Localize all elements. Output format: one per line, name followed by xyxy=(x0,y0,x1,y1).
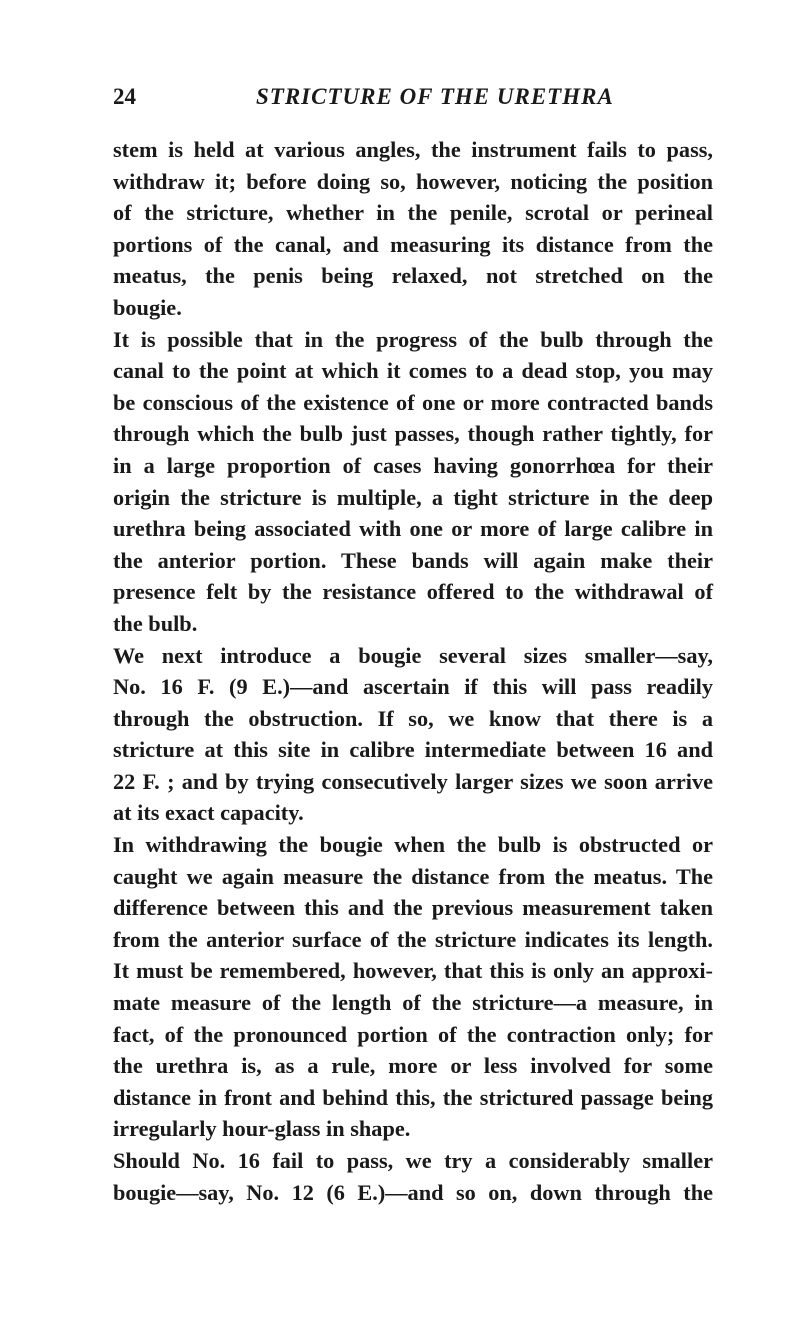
text-line: stricture at this site in calibre intermediate between 16 and xyxy=(113,737,713,763)
running-title: STRICTURE OF THE URETHRA xyxy=(256,84,614,109)
text-line: presence felt by the resistance offered to the withdrawal of xyxy=(113,579,713,605)
text-line: 22 F. ; and by trying consecutively larger sizes we soon arrive xyxy=(113,768,713,794)
text-line: No. 16 F. (9 E.)—and ascertain if this will pass readily xyxy=(113,674,713,700)
text-line: in a large proportion of cases having gonorrhœa for their xyxy=(113,452,713,478)
page-header xyxy=(113,84,713,118)
text-line: meatus, the penis being relaxed, not stretched on the xyxy=(113,263,713,289)
page-number: 24 xyxy=(113,84,136,109)
text-line: the urethra is, as a rule, more or less involved for some xyxy=(113,1053,713,1079)
text-line: portions of the canal, and measuring its distance from the xyxy=(113,231,713,257)
text-line: bougie—say, No. 12 (6 E.)—and so on, down through the xyxy=(113,1179,713,1205)
text-line: In withdrawing the bougie when the bulb is obstructed or xyxy=(113,832,713,858)
text-line: urethra being associated with one or more of large calibre in xyxy=(113,516,713,542)
text-line: difference between this and the previous measurement taken xyxy=(113,895,713,921)
text-line: canal to the point at which it comes to a dead stop, you may xyxy=(113,358,713,384)
text-line: from the anterior surface of the stricture indicates its length. xyxy=(113,926,713,952)
text-line: through which the bulb just passes, though rather tightly, for xyxy=(113,421,713,447)
text-line: through the obstruction. If so, we know that there is a xyxy=(113,705,713,731)
text-line: caught we again measure the distance from the meatus. The xyxy=(113,863,713,889)
text-line: the anterior portion. These bands will again make their xyxy=(113,547,713,573)
text-line: the bulb. xyxy=(113,610,198,636)
text-line: We next introduce a bougie several sizes smaller—say, xyxy=(113,642,713,668)
text-line: stem is held at various angles, the instrument fails to pass, xyxy=(113,137,713,162)
text-line: It is possible that in the progress of the bulb through the xyxy=(113,326,713,352)
text-line: It must be remembered, however, that this is only an approxi- xyxy=(113,958,713,984)
body-text xyxy=(113,134,713,1208)
text-line: fact, of the pronounced portion of the contraction only; for xyxy=(113,1021,713,1047)
text-line: irregularly hour-glass in shape. xyxy=(113,1116,411,1142)
text-line: of the stricture, whether in the penile, scrotal or perineal xyxy=(113,200,713,226)
text-line: Should No. 16 fail to pass, we try a considerably smaller xyxy=(113,1148,713,1173)
text-line: distance in front and behind this, the strictured passage being xyxy=(113,1084,713,1110)
text-line: be conscious of the existence of one or more contracted bands xyxy=(113,389,713,415)
text-line: bougie. xyxy=(113,294,182,320)
text-line: withdraw it; before doing so, however, noticing the position xyxy=(113,168,713,194)
text-line: at its exact capacity. xyxy=(113,800,304,826)
text-line: mate measure of the length of the stricture—a measure, in xyxy=(113,990,713,1016)
text-line: origin the stricture is multiple, a tight stricture in the deep xyxy=(113,484,713,510)
